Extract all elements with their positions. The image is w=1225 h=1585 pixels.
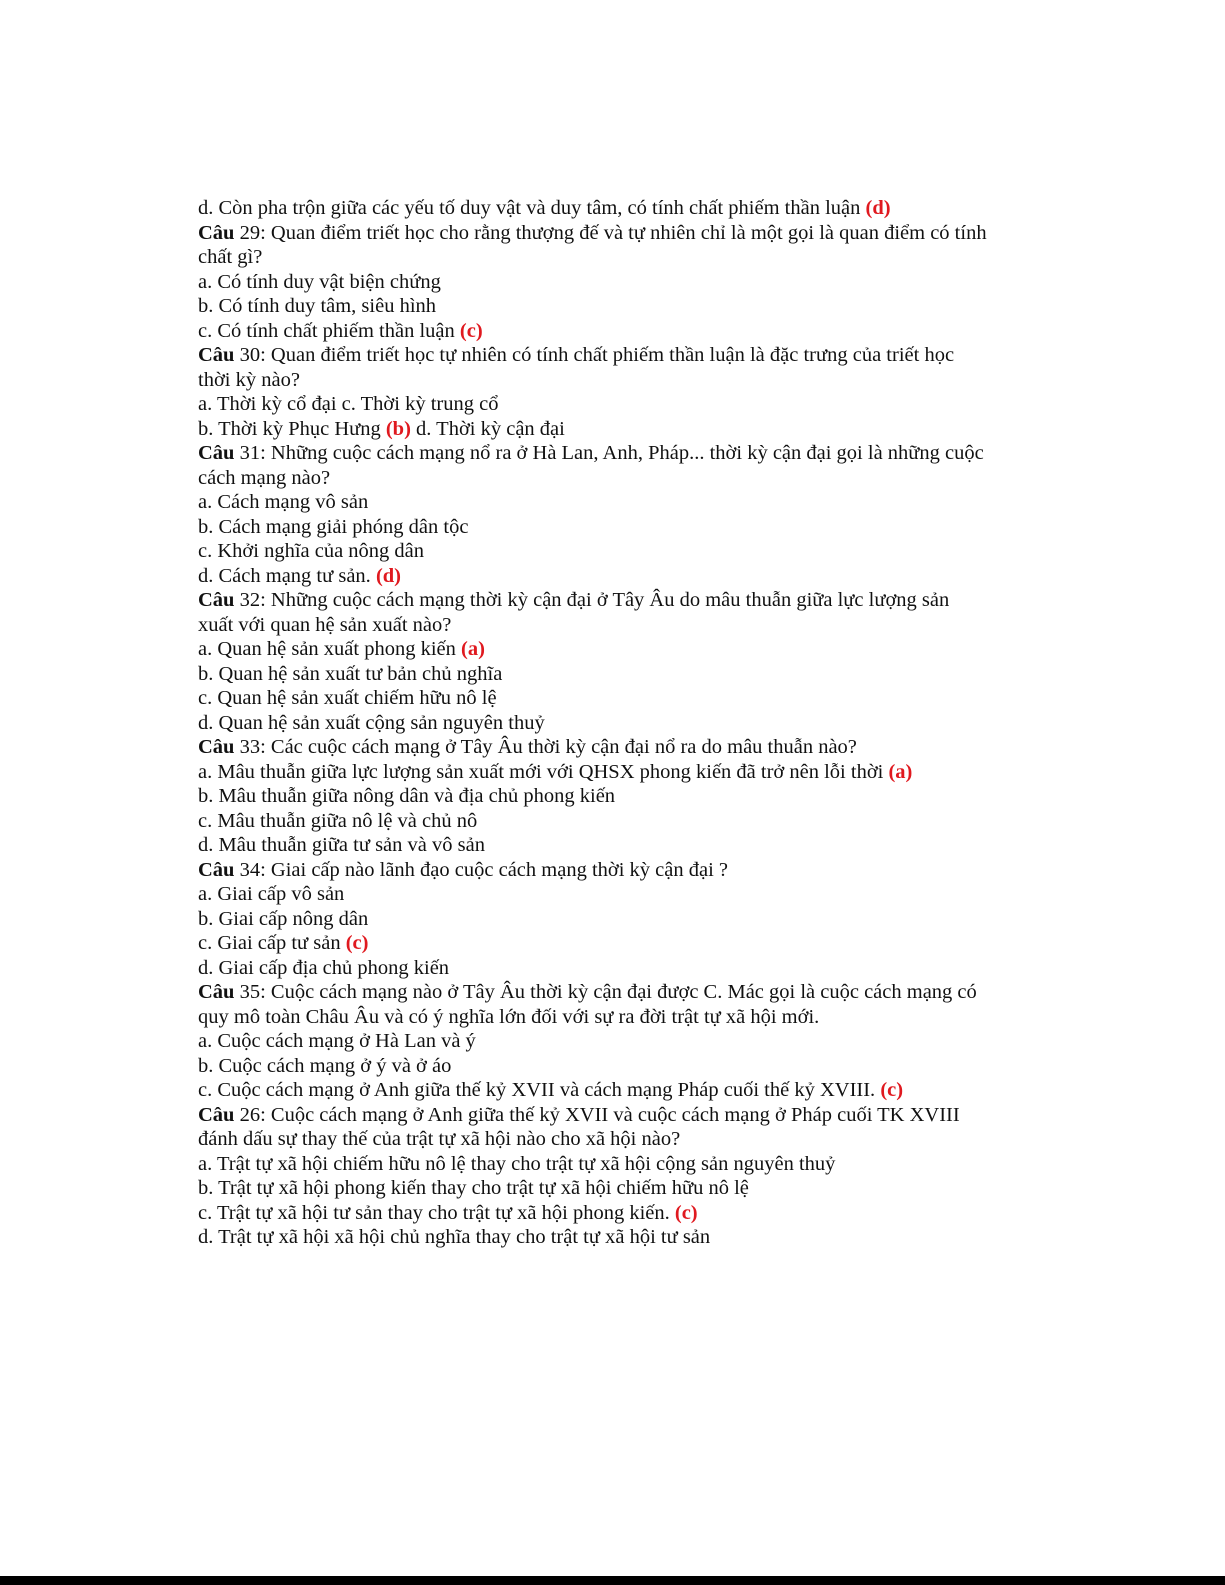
question-label: Câu	[198, 344, 235, 366]
line-text: xuất với quan hệ sản xuất nào?	[198, 613, 452, 636]
line-text: b. Cách mạng giải phóng dân tộc	[198, 515, 469, 538]
text-line	[198, 1176, 1058, 1201]
text-line	[198, 417, 1058, 442]
question-label: Câu	[198, 858, 235, 881]
text-line	[198, 662, 1058, 687]
line-text: d. Còn pha trộn giữa các yếu tố duy vật và duy tâm, có tính chất phiếm thần luận	[198, 197, 866, 219]
question-line	[198, 980, 1058, 1005]
line-text: b. Cuộc cách mạng ở ý và ở áo	[198, 1054, 452, 1077]
answer-marker: (d)	[375, 564, 401, 587]
question-line	[198, 735, 1058, 760]
answer-marker: (a)	[461, 638, 485, 660]
line-text: 26: Cuộc cách mạng ở Anh giữa thế kỷ XVII và cuộc cách mạng ở Pháp cuối TK XVIII	[234, 1103, 960, 1126]
line-text: a. Trật tự xã hội chiếm hữu nô lệ thay cho trật tự xã hội cộng sản nguyên thuỷ	[198, 1152, 836, 1175]
line-text: c. Cuộc cách mạng ở Anh giữa thế kỷ XVII và cách mạng Pháp cuối thế kỷ XVIII.	[198, 1079, 881, 1101]
question-label: Câu	[198, 981, 235, 1003]
question-line	[198, 221, 1058, 246]
line-text: a. Cách mạng vô sản	[198, 491, 369, 513]
line-text: a. Có tính duy vật biện chứng	[198, 270, 441, 293]
text-line	[198, 515, 1058, 540]
line-text: c. Mâu thuẫn giữa nô lệ và chủ nô	[198, 809, 478, 832]
question-label: Câu	[198, 1103, 235, 1126]
line-text: d. Mâu thuẫn giữa tư sản và vô sản	[198, 834, 485, 856]
text-line	[198, 1078, 1058, 1103]
text-line	[198, 392, 1058, 417]
text-line	[198, 882, 1058, 907]
line-text: c. Có tính chất phiếm thần luận	[198, 319, 460, 342]
question-label: Câu	[198, 442, 235, 464]
question-line	[198, 1103, 1058, 1128]
line-text: 30: Quan điểm triết học tự nhiên có tính chất phiếm thần luận là đặc trưng của triết học	[234, 344, 955, 366]
text-line	[198, 294, 1058, 319]
line-text: b. Trật tự xã hội phong kiến thay cho trật tự xã hội chiếm hữu nô lệ	[198, 1177, 749, 1199]
text-line	[198, 760, 1058, 785]
line-text: cách mạng nào?	[198, 466, 331, 489]
question-line	[198, 343, 1058, 368]
line-text: 34: Giai cấp nào lãnh đạo cuộc cách mạng thời kỳ cận đại ?	[234, 858, 729, 881]
text-line	[198, 1127, 1058, 1152]
line-text: b. Quan hệ sản xuất tư bản chủ nghĩa	[198, 662, 503, 685]
answer-marker: (c)	[345, 932, 369, 954]
question-label: Câu	[198, 736, 235, 758]
question-line	[198, 858, 1058, 883]
text-line	[198, 368, 1058, 393]
text-line	[198, 1005, 1058, 1030]
question-label: Câu	[198, 221, 235, 244]
bottom-border	[0, 1576, 1225, 1585]
text-line	[198, 539, 1058, 564]
line-text: b. Mâu thuẫn giữa nông dân và địa chủ phong kiến	[198, 785, 616, 807]
line-text: c. Trật tự xã hội tư sản thay cho trật tự xã hội phong kiến.	[198, 1201, 675, 1224]
text-line	[198, 564, 1058, 589]
line-text: a. Thời kỳ cổ đại c. Thời kỳ trung cổ	[198, 393, 499, 415]
text-line	[198, 809, 1058, 834]
answer-marker: (a)	[888, 760, 913, 783]
answer-marker: (c)	[880, 1079, 904, 1101]
line-text: thời kỳ nào?	[198, 368, 300, 391]
text-line	[198, 319, 1058, 344]
line-text: b. Thời kỳ Phục Hưng	[198, 417, 386, 440]
text-line	[198, 956, 1058, 981]
answer-marker: (c)	[459, 319, 483, 342]
line-text: a. Mâu thuẫn giữa lực lượng sản xuất mới với QHSX phong kiến đã trở nên lỗi thời	[198, 760, 889, 783]
text-line	[198, 1029, 1058, 1054]
question-line	[198, 441, 1058, 466]
question-label: Câu	[198, 589, 235, 611]
line-text: đánh dấu sự thay thế của trật tự xã hội nào cho xã hội nào?	[198, 1128, 681, 1150]
line-text: c. Quan hệ sản xuất chiếm hữu nô lệ	[198, 687, 497, 709]
text-line	[198, 907, 1058, 932]
line-text: chất gì?	[198, 246, 263, 268]
text-line	[198, 490, 1058, 515]
answer-marker: (d)	[865, 197, 891, 219]
line-text: d. Trật tự xã hội xã hội chủ nghĩa thay cho trật tự xã hội tư sản	[198, 1226, 711, 1248]
text-line	[198, 637, 1058, 662]
line-text: d. Giai cấp địa chủ phong kiến	[198, 956, 450, 979]
text-line	[198, 1054, 1058, 1079]
line-text: 35: Cuộc cách mạng nào ở Tây Âu thời kỳ cận đại được C. Mác gọi là cuộc cách mạng có	[234, 981, 977, 1003]
answer-marker: (c)	[674, 1201, 698, 1224]
line-text: d. Quan hệ sản xuất cộng sản nguyên thuỷ	[198, 711, 545, 734]
line-text: b. Giai cấp nông dân	[198, 907, 369, 930]
text-line	[198, 1152, 1058, 1177]
line-text-after: d. Thời kỳ cận đại	[410, 417, 565, 440]
text-line	[198, 245, 1058, 270]
text-line	[198, 1225, 1058, 1250]
line-text: b. Có tính duy tâm, siêu hình	[198, 295, 437, 317]
text-line	[198, 784, 1058, 809]
document-page	[198, 196, 1058, 1250]
line-text: 32: Những cuộc cách mạng thời kỳ cận đại ở Tây Âu do mâu thuẫn giữa lực lượng sản	[234, 589, 950, 611]
line-text: quy mô toàn Châu Âu và có ý nghĩa lớn đối với sự ra đời trật tự xã hội mới.	[198, 1005, 820, 1028]
line-text: 29: Quan điểm triết học cho rằng thượng đế và tự nhiên chỉ là một gọi là quan điểm có tính	[234, 221, 987, 244]
question-line	[198, 588, 1058, 613]
line-text: a. Giai cấp vô sản	[198, 883, 345, 905]
text-line	[198, 833, 1058, 858]
line-text: a. Quan hệ sản xuất phong kiến	[198, 638, 462, 660]
text-line	[198, 466, 1058, 491]
text-line	[198, 686, 1058, 711]
line-text: c. Giai cấp tư sản	[198, 932, 346, 954]
line-text: a. Cuộc cách mạng ở Hà Lan và ý	[198, 1030, 476, 1052]
line-text: d. Cách mạng tư sản.	[198, 564, 376, 587]
line-text: c. Khởi nghĩa của nông dân	[198, 540, 425, 562]
text-line	[198, 270, 1058, 295]
text-line	[198, 196, 1058, 221]
text-line	[198, 931, 1058, 956]
text-line	[198, 1201, 1058, 1226]
answer-marker: (b)	[385, 417, 411, 440]
text-line	[198, 711, 1058, 736]
text-line	[198, 613, 1058, 638]
line-text: 33: Các cuộc cách mạng ở Tây Âu thời kỳ cận đại nổ ra do mâu thuẫn nào?	[234, 736, 857, 758]
line-text: 31: Những cuộc cách mạng nổ ra ở Hà Lan, Anh, Pháp... thời kỳ cận đại gọi là những cuộc	[234, 442, 984, 464]
